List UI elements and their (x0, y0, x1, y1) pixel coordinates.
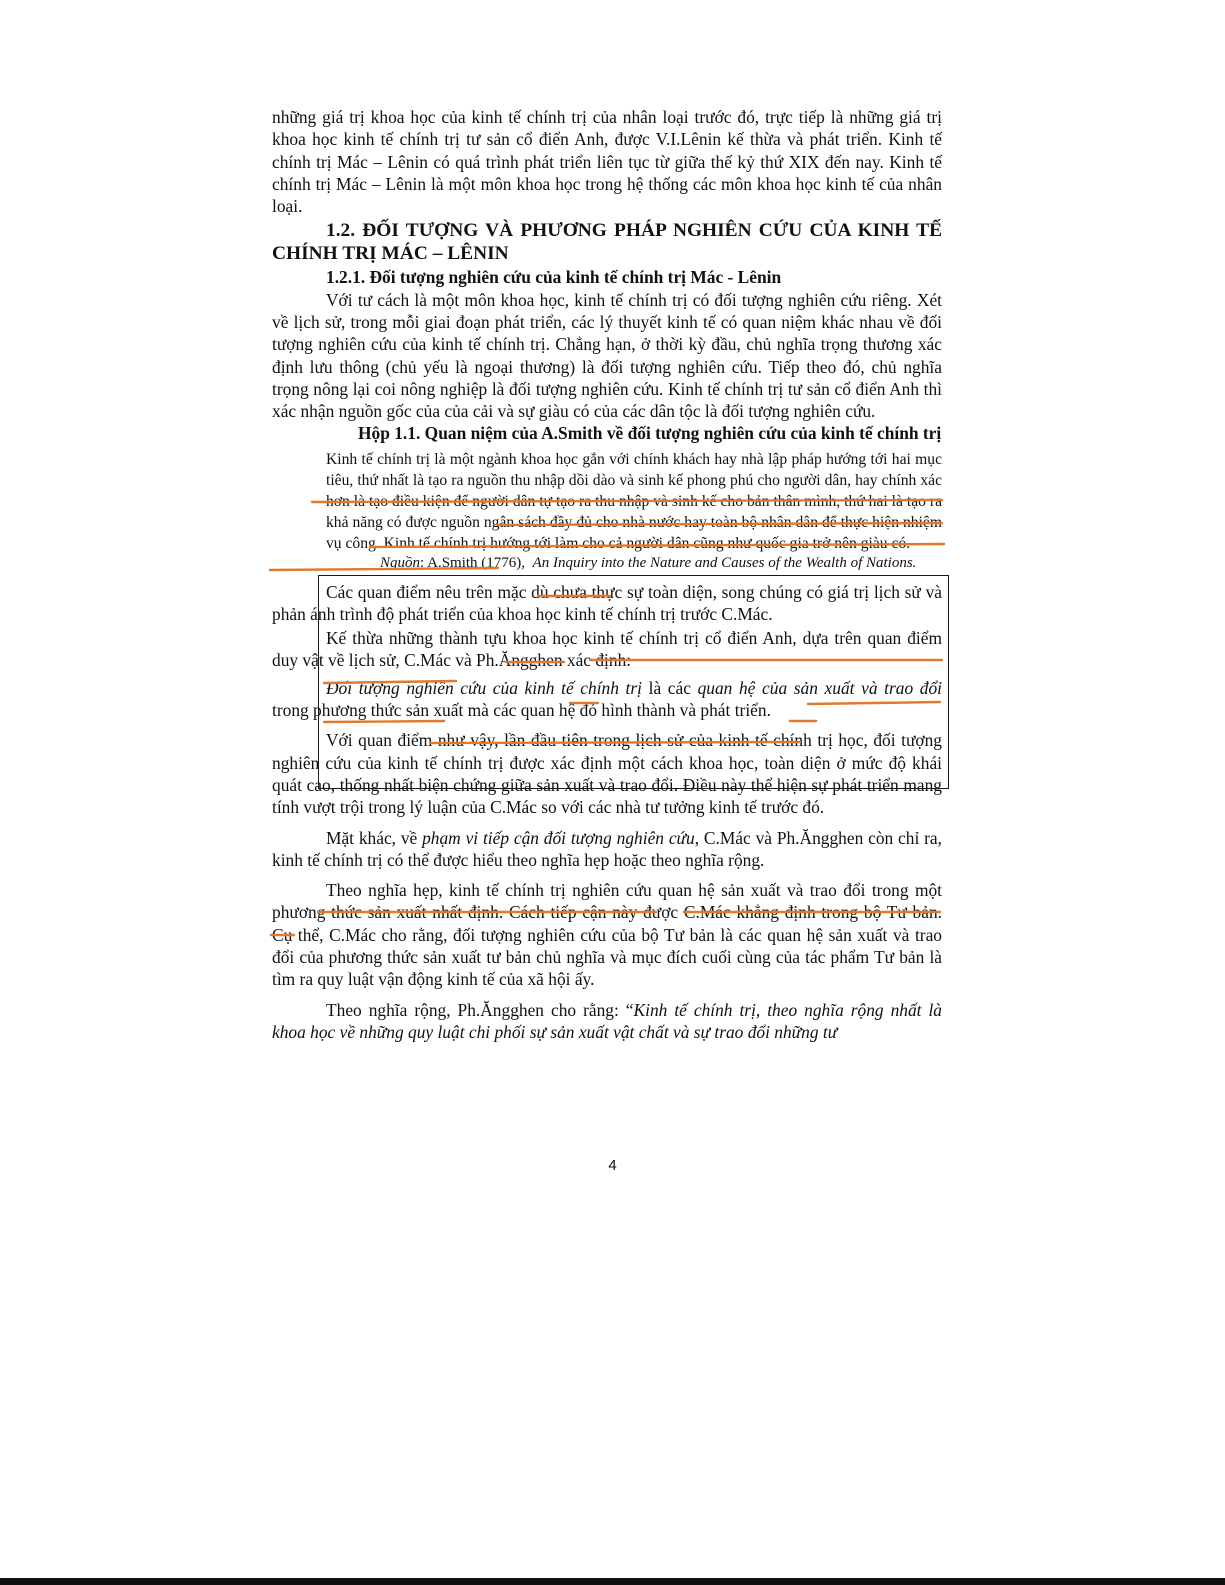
box-quote-text: Kinh tế chính trị là một ngành khoa học gắn với chính khách hay nhà lập pháp hướng tới hai mục tiêu, thứ nhất là tạo ra nguồn thu nhập dồi dào và sinh kế phong phú cho người dân, hay chính xác hơn là tạo điều kiện để người dân tự tạo ra thu nhập và sinh kế cho bản thân mình, thứ hai là tạo ra khả năng có được nguồn ngân sách đầy đủ cho nhà nước hay toàn bộ nhân dân để thực hiện nhiệm vụ công. Kinh tế chính trị hướng tới làm cho cả người dân cũng như quốc gia trở nên giàu có. (326, 450, 942, 552)
source-book-title: An Inquiry into the Nature and Causes of the Wealth of Nations. (532, 554, 917, 571)
section-heading-1-2-1: 1.2.1. Đối tượng nghiên cứu của kinh tế chính trị Mác - Lênin (326, 267, 782, 288)
paragraph-broad-sense: Theo nghĩa rộng, Ph.Ăngghen cho rằng: “Kinh tế chính trị, theo nghĩa rộng nhất là khoa học về những quy luật chi phối sự sản xuất vật chất và sự trao đổi những tư (272, 999, 942, 1042)
definition-term: Đối tượng nghiên cứu của kinh tế chính trị (326, 677, 642, 698)
box-source (326, 554, 942, 573)
intro-paragraph: những giá trị khoa học của kinh tế chính trị của nhân loại trước đó, trực tiếp là những giá trị khoa học kinh tế chính trị tư sản cổ điển Anh, được V.I.Lênin kế thừa và phát triển. Kinh tế chính trị Mác – Lênin có quá trình phát triển liên tục từ giữa thế kỷ thứ XIX đến nay. Kinh tế chính trị Mác – Lênin là một môn khoa học trong hệ thống các môn khoa học kinh tế của nhân loại. (272, 107, 942, 217)
definition-emphasis: quan hệ của sản xuất và trao đổi (697, 677, 942, 698)
rectangle-annotation (318, 575, 949, 789)
paragraph-narrow-sense: Theo nghĩa hẹp, kinh tế chính trị nghiên cứu quan hệ sản xuất và trao đổi trong một phương thức sản xuất nhất định. Cách tiếp cận này được C.Mác khẳng định trong bộ Tư bản. Cụ thể, C.Mác cho rằng, đối tượng nghiên cứu của bộ Tư bản là các quan hệ sản xuất và trao đổi của phương thức sản xuất tư bản chủ nghĩa và mục đích cuối cùng của tác phẩm Tư bản là tìm ra quy luật vận động kinh tế của xã hội ấy. (272, 880, 942, 990)
engels-quote: Kinh tế chính trị, theo nghĩa rộng nhất là khoa học về những quy luật chi phối sự sản xuất vật chất và sự trao đổi những tư (272, 999, 942, 1042)
paragraph-views-assessment: Các quan điểm nêu trên mặc dù chưa thực sự toàn diện, song chúng có giá trị lịch sử và phản ánh trình độ phát triển của khoa học kinh tế chính trị trước C.Mác. (272, 581, 942, 624)
paragraph-scope: Mặt khác, về phạm vi tiếp cận đối tượng nghiên cứu, C.Mác và Ph.Ăngghen còn chỉ ra, kinh tế chính trị có thể được hiểu theo nghĩa hẹp hoặc theo nghĩa rộng. (272, 827, 942, 870)
paragraph-marx-inheritance: Kế thừa những thành tựu khoa học kinh tế chính trị cổ điển Anh, dựa trên quan điểm duy vật về lịch sử, C.Mác và Ph.Ăngghen xác định: (272, 628, 942, 671)
source-label: Nguồn (380, 554, 421, 571)
bottom-border-bar (0, 1578, 1225, 1585)
paragraph-object-of-study: Với tư cách là một môn khoa học, kinh tế chính trị có đối tượng nghiên cứu riêng. Xét về lịch sử, trong mỗi giai đoạn phát triển, các lý thuyết kinh tế có quan niệm khác nhau về đối tượng nghiên cứu của kinh tế chính trị. Chẳng hạn, ở thời kỳ đầu, chủ nghĩa trọng thương xác định lưu thông (chủ yếu là ngoại thương) là đối tượng nghiên cứu. Tiếp theo đó, chủ nghĩa trọng nông lại coi nông nghiệp là đối tượng nghiên cứu. Kinh tế chính trị tư sản cổ điển Anh thì xác nhận nguồn gốc của của cải và sự giàu có của các dân tộc là đối tượng nghiên cứu. (272, 289, 942, 422)
section-heading-1-2: 1.2. ĐỐI TƯỢNG VÀ PHƯƠNG PHÁP NGHIÊN CỨU CỦA KINH TẾ CHÍNH TRỊ MÁC – LÊNIN (272, 220, 942, 265)
paragraph-scientific-determination: Với quan điểm như vậy, lần đầu tiên trong lịch sử của kinh tế chính trị học, đối tượng nghiên cứu của kinh tế chính trị được xác định một cách khoa học, toàn diện ở mức độ khái quát cao, thống nhất biện chứng giữa sản xuất và trao đổi. Điều này thể hiện sự phát triển mang tính vượt trội trong lý luận của C.Mác so với các nhà tư tưởng kinh tế trước đó. (272, 730, 942, 818)
page-number: 4 (608, 1157, 617, 1174)
source-author: : A.Smith (1776), (420, 554, 526, 571)
paragraph-definition: Đối tượng nghiên cứu của kinh tế chính trị là các quan hệ của sản xuất và trao đổi trong phương thức sản xuất mà các quan hệ đó hình thành và phát triển. (272, 677, 942, 721)
scope-emphasis: phạm vi tiếp cận đối tượng nghiên cứu (422, 827, 695, 848)
box-title: Hộp 1.1. Quan niệm của A.Smith về đối tượng nghiên cứu của kinh tế chính trị (358, 422, 942, 443)
